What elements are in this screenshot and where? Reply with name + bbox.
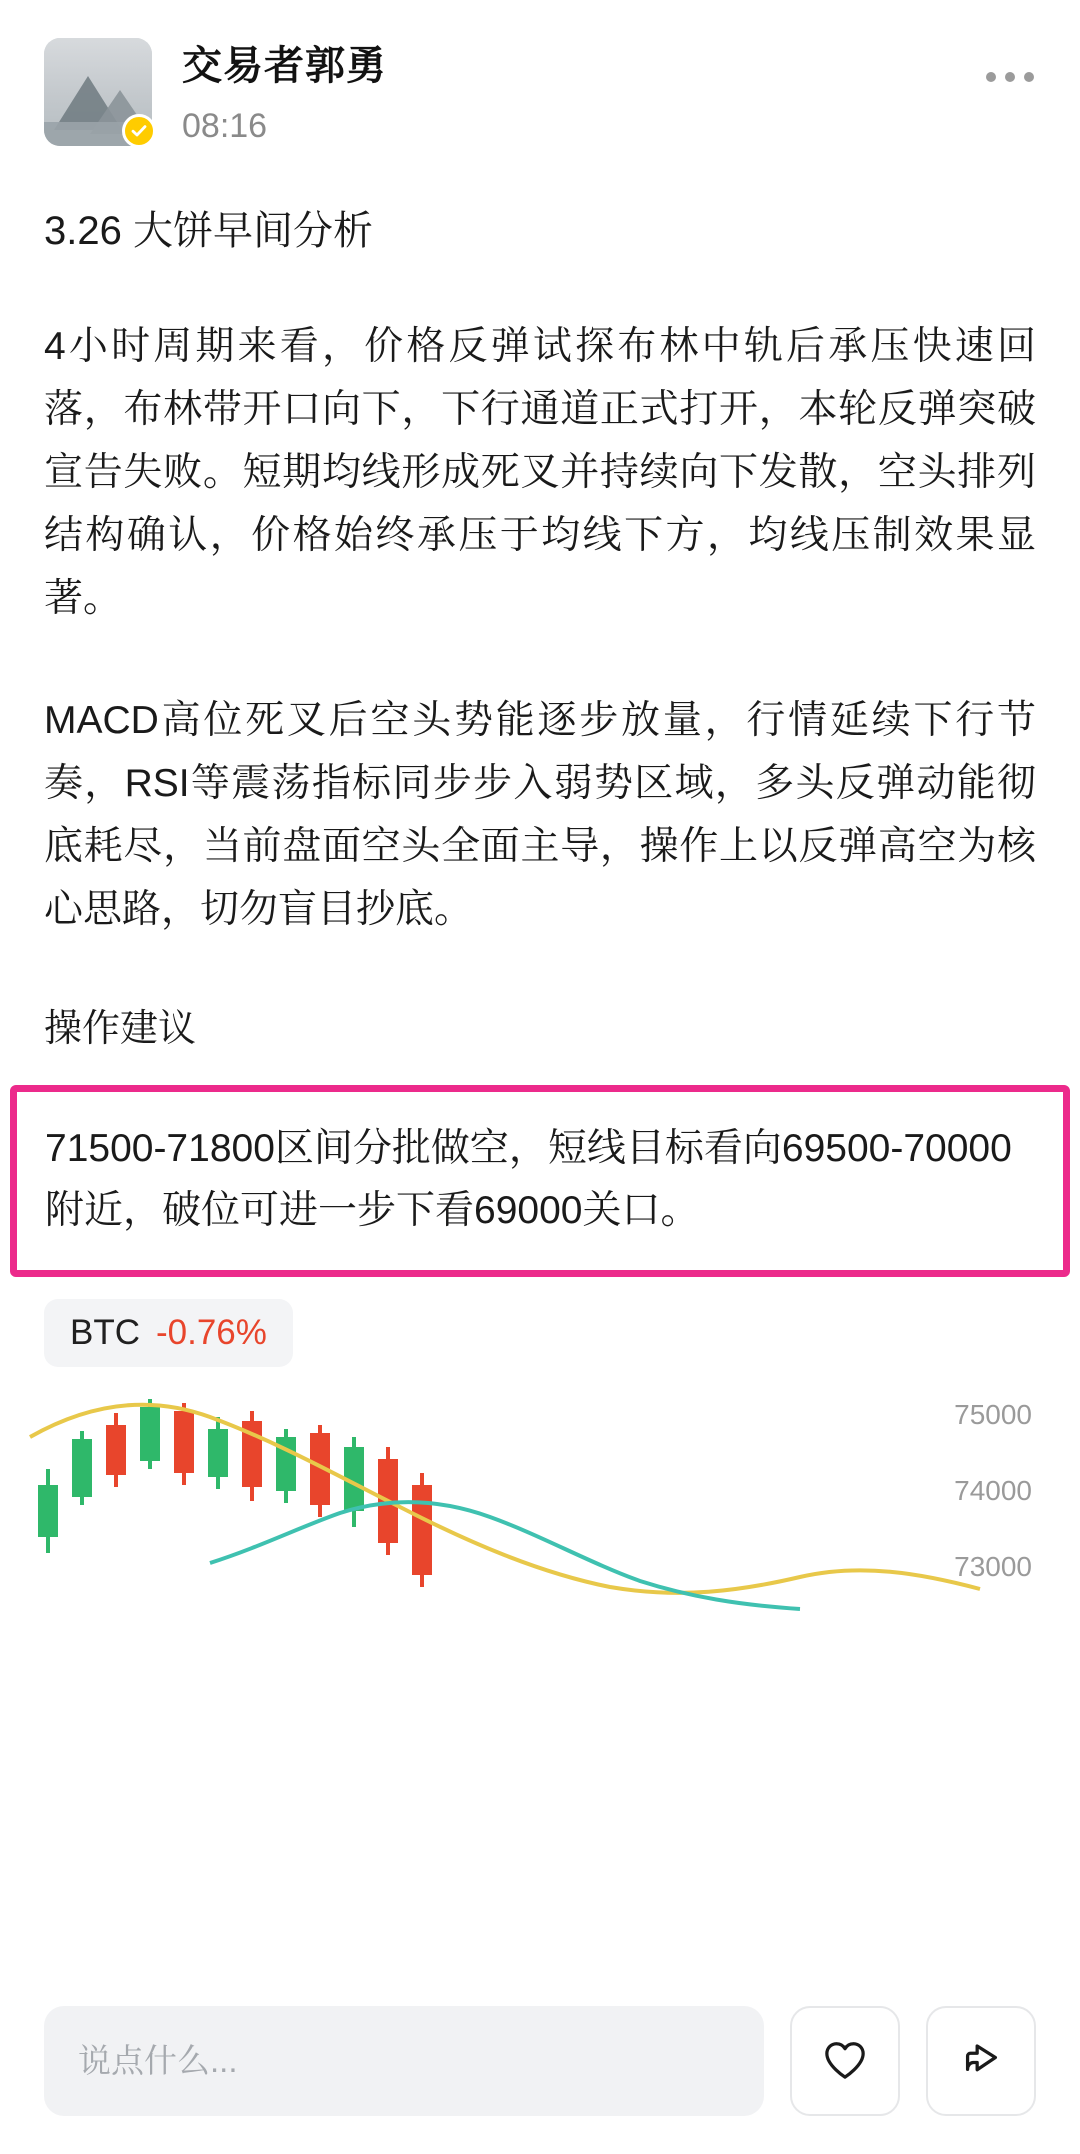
post-timestamp: 08:16 <box>182 107 268 145</box>
ma-yellow-line <box>30 1405 980 1593</box>
verified-badge-icon <box>122 114 156 148</box>
trade-advice-box <box>10 1085 1070 1278</box>
avatar[interactable] <box>44 38 152 146</box>
like-button[interactable] <box>790 2006 900 2116</box>
section-label-advice: 操作建议 <box>44 1008 197 1051</box>
ticker-change: -0.76% <box>156 1313 267 1353</box>
ticker-chip[interactable] <box>44 1299 293 1367</box>
share-icon <box>958 2036 1004 2087</box>
bottom-action-bar <box>0 1968 1080 2154</box>
ticker-row <box>0 1277 1080 1367</box>
post-paragraph-1: 4小时周期来看，价格反弹试探布林中轨后承压快速回落，布林带开口向下，下行通道正式打开，本轮反弹突破宣告失败。短期均线形成死叉并持续向下发散，空头排列结构确认，价格始终承压于均线下方，均线压制效果显著。 <box>44 324 1036 621</box>
post-title: 3.26 大饼早间分析 <box>44 208 373 253</box>
trade-advice-text: 71500-71800区间分批做空，短线目标看向69500-70000附近，破位可进一步下看69000关口。 <box>45 1126 1012 1232</box>
heart-icon <box>822 2038 868 2085</box>
post-paragraph-2: MACD高位死叉后空头势能逐步放量，行情延续下行节奏，RSI等震荡指标同步步入弱势区域，多头反弹动能彻底耗尽，当前盘面空头全面主导，操作上以反弹高空为核心思路，切勿盲目抄底。 <box>44 698 1036 932</box>
y-tick: 73000 <box>954 1551 1032 1583</box>
price-chart[interactable] <box>0 1377 1080 1627</box>
share-button[interactable] <box>926 2006 1036 2116</box>
header-text <box>182 38 387 147</box>
post-header <box>0 0 1080 147</box>
username[interactable]: 交易者郭勇 <box>182 44 387 88</box>
more-dot <box>986 72 996 82</box>
y-tick: 74000 <box>954 1475 1032 1507</box>
post-content <box>0 203 1080 1057</box>
more-options-icon[interactable] <box>986 72 1034 82</box>
more-dot <box>1024 72 1034 82</box>
more-dot <box>1005 72 1015 82</box>
y-tick: 75000 <box>954 1399 1032 1431</box>
candlestick-chart-svg <box>0 1377 1080 1627</box>
comment-input[interactable] <box>44 2006 764 2116</box>
ticker-symbol: BTC <box>70 1313 140 1353</box>
chart-y-axis <box>954 1399 1032 1583</box>
